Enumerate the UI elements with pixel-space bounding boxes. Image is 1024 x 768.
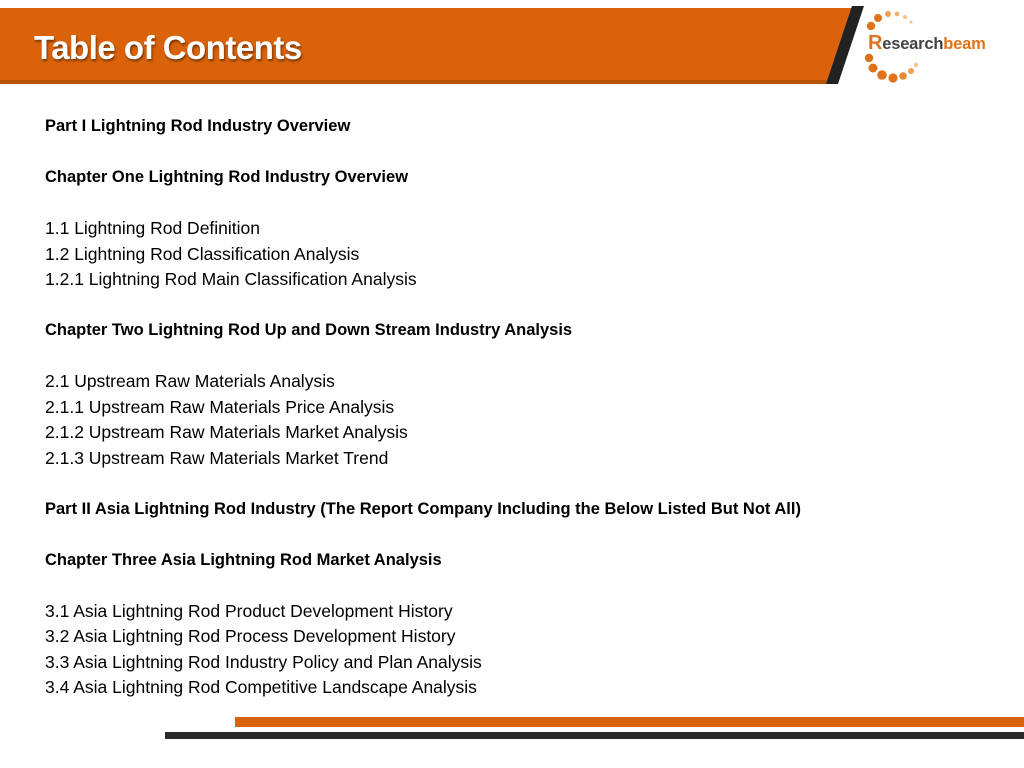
toc-entry: 2.1.2 Upstream Raw Materials Market Analysis [45,422,408,442]
logo-letter: R [868,32,883,54]
toc-spacer [45,471,1005,497]
toc-spacer [45,522,1005,548]
researchbeam-logo [868,32,986,55]
toc-entry: 3.4 Asia Lightning Rod Competitive Landscape Analysis [45,677,477,697]
toc-heading: Part II Asia Lightning Rod Industry (The Report Company Including the Below Listed But Not All) [45,499,801,518]
toc-heading: Chapter Two Lightning Rod Up and Down Stream Industry Analysis [45,321,573,339]
footer-orange-bar [235,717,1024,727]
toc-entry: 1.1 Lightning Rod Definition [45,218,261,238]
toc-entry: 2.1.3 Upstream Raw Materials Market Trend [45,447,389,468]
toc-entry: 3.3 Asia Lightning Rod Industry Policy and Plan Analysis [45,651,482,672]
page-title: Table of Contents [34,29,302,66]
logo-beam: beam [943,35,986,53]
toc-entry: 1.2 Lightning Rod Classification Analysis [45,243,360,264]
table-of-contents-list [45,114,1005,701]
toc-entry: 2.1 Upstream Raw Materials Analysis [45,371,335,391]
toc-spacer [45,191,1005,217]
toc-spacer [45,573,1005,599]
toc-spacer [45,344,1005,370]
toc-entry: 3.2 Asia Lightning Rod Process Development History [45,626,456,646]
toc-entry: 2.1.1 Upstream Raw Materials Price Analysis [45,396,395,417]
footer-dark-bar [165,732,1024,739]
toc-heading: Part I Lightning Rod Industry Overview [45,117,351,135]
toc-spacer [45,140,1005,166]
toc-spacer [45,293,1005,319]
toc-entry: 1.2.1 Lightning Rod Main Classification Analysis [45,269,417,289]
toc-heading: Chapter Three Asia Lightning Rod Market Analysis [45,550,442,569]
toc-heading: Chapter One Lightning Rod Industry Overview [45,168,409,186]
toc-entry: 3.1 Asia Lightning Rod Product Development History [45,600,453,621]
logo-research: esearch [882,35,944,53]
